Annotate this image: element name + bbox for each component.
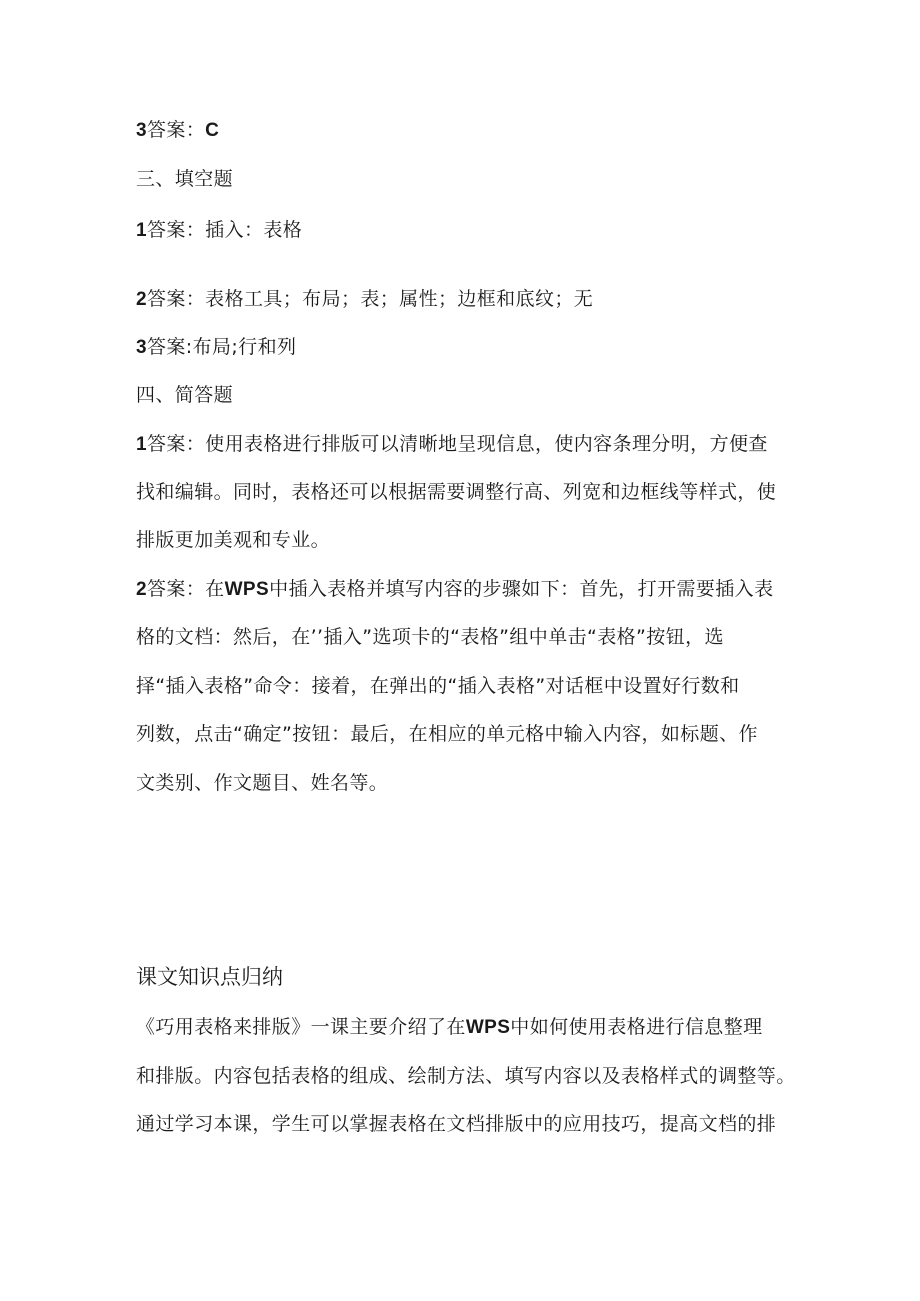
- answer-text: 答案：表格工具；布局；表；属性；边框和底纹；无: [146, 288, 594, 310]
- summary-line-1: [136, 1015, 763, 1040]
- short-answer-2-line-5: 文类别、作文题目、姓名等。: [136, 772, 389, 794]
- summary-text: 《巧用表格来排版》一课主要介绍了在: [136, 1016, 466, 1038]
- question-number: 1: [136, 220, 147, 241]
- question-number: 3: [136, 337, 147, 358]
- fill-answer-1: [136, 218, 302, 243]
- short-answer-1-line-3: 排版更加美观和专业。: [136, 529, 331, 551]
- question-number: 2: [136, 289, 147, 310]
- question-number: 3: [136, 120, 147, 141]
- fill-section-heading: 三、填空题: [136, 168, 234, 190]
- answer-text: 答案：在: [146, 578, 225, 600]
- short-answer-1-line-1: [136, 432, 768, 457]
- summary-line-3: 通过学习本课，学生可以掌握表格在文档排版中的应用技巧，提高文档的排: [136, 1113, 777, 1135]
- short-answer-2-line-1: [136, 577, 773, 602]
- fill-answer-2: [136, 287, 593, 312]
- wps-text: WPS: [224, 579, 270, 600]
- question-number: 2: [136, 579, 147, 600]
- short-section-heading: 四、简答题: [136, 384, 234, 406]
- answer-text: 答案:布局;行和列: [146, 336, 297, 358]
- answer-text: 中插入表格并填写内容的步骤如下：首先，打开需要插入表: [269, 578, 774, 600]
- answer-choice-3: [136, 118, 219, 143]
- answer-text: 答案：使用表格进行排版可以清晰地呈现信息，使内容条理分明，方便查: [146, 433, 768, 455]
- answer-text: 答案：插入：表格: [146, 219, 303, 241]
- question-number: 1: [136, 434, 147, 455]
- answer-label: 答案：: [146, 119, 206, 141]
- summary-line-2: 和排版。内容包括表格的组成、绘制方法、填写内容以及表格样式的调整等。: [136, 1065, 796, 1087]
- fill-answer-3: [136, 335, 296, 360]
- summary-title: 课文知识点归纳: [136, 965, 283, 989]
- short-answer-2-line-3: 择“插入表格”命令：接着，在弹出的“插入表格”对话框中设置好行数和: [136, 675, 740, 697]
- summary-text: 中如何使用表格进行信息整理: [510, 1016, 763, 1038]
- short-answer-1-line-2: 找和编辑。同时，表格还可以根据需要调整行高、列宽和边框线等样式，使: [136, 481, 777, 503]
- answer-value: C: [205, 120, 220, 141]
- short-answer-2-line-4: 列数，点击“确定”按钮：最后，在相应的单元格中输入内容，如标题、作: [136, 723, 758, 745]
- short-answer-2-line-2: 格的文档：然后，在’’插入”选项卡的“表格”组中单击“表格”按钮，选: [136, 626, 724, 648]
- wps-text: WPS: [465, 1017, 511, 1038]
